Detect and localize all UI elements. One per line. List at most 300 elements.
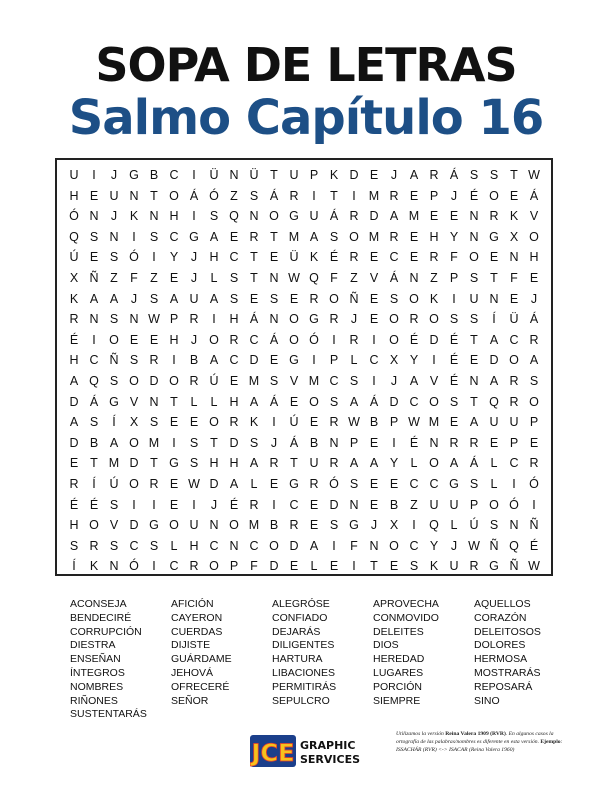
grid-cell: E <box>329 559 339 574</box>
grid-cell: E <box>289 559 299 574</box>
grid-cell: O <box>89 518 99 533</box>
grid-cell: D <box>349 168 359 182</box>
grid-cell: J <box>370 518 378 533</box>
grid-cell: I <box>92 168 96 182</box>
grid-cell: C <box>229 250 239 265</box>
grid-cell: S <box>449 312 459 327</box>
grid-cell: O <box>169 188 179 203</box>
word-list-item: BENDECIRÉ <box>70 611 132 624</box>
grid-cell: W <box>288 271 300 285</box>
grid-cell: R <box>529 332 539 347</box>
grid-cell: N <box>469 209 479 224</box>
word-list-item: CUERDAS <box>171 625 223 638</box>
grid-cell: R <box>189 312 199 327</box>
grid-cell: N <box>129 188 139 203</box>
grid-cell: R <box>469 435 479 450</box>
grid-cell: É <box>69 332 79 347</box>
grid-cell: A <box>69 374 79 388</box>
grid-cell: Ú <box>109 477 119 491</box>
grid-cell: R <box>249 497 259 512</box>
word-list-item: DELEITES <box>373 625 424 638</box>
grid-cell: E <box>429 209 439 224</box>
grid-cell: O <box>509 353 519 368</box>
grid-cell: E <box>89 250 99 265</box>
grid-cell: Z <box>150 271 158 285</box>
grid-cell: Á <box>269 332 279 347</box>
grid-cell: I <box>332 332 336 347</box>
grid-cell: J <box>390 168 398 182</box>
grid-cell: R <box>329 456 339 471</box>
word-list-item: SEPULCRO <box>272 694 330 707</box>
grid-cell: K <box>249 415 259 430</box>
grid-cell: K <box>89 559 99 574</box>
word-list-item: ÍNTEGROS <box>70 666 125 679</box>
grid-cell: D <box>129 518 139 533</box>
grid-cell: U <box>309 209 319 224</box>
grid-cell: R <box>489 209 499 224</box>
grid-cell: O <box>209 415 219 430</box>
grid-cell: S <box>229 291 239 306</box>
grid-cell: S <box>109 312 119 327</box>
grid-cell: N <box>229 538 239 553</box>
grid-cell: C <box>169 229 179 244</box>
grid-cell: N <box>209 518 219 533</box>
grid-cell: X <box>69 271 79 285</box>
grid-cell: R <box>229 415 239 430</box>
grid-cell: E <box>369 477 379 491</box>
grid-cell: J <box>350 312 358 327</box>
grid-cell: S <box>149 291 159 306</box>
grid-cell: E <box>449 209 459 224</box>
grid-cell: R <box>469 559 479 574</box>
grid-cell: W <box>348 415 360 430</box>
grid-cell: A <box>229 477 239 491</box>
grid-cell: M <box>308 374 320 388</box>
grid-cell: R <box>449 435 459 450</box>
grid-cell: S <box>109 374 119 388</box>
grid-cell: É <box>229 497 239 512</box>
grid-cell: E <box>529 271 539 285</box>
grid-cell: I <box>412 518 416 533</box>
grid-cell: Y <box>169 250 179 265</box>
grid-cell: M <box>108 456 120 471</box>
page-subtitle: Salmo Capítulo 16 <box>68 90 544 146</box>
grid-cell: P <box>169 312 179 327</box>
grid-cell: I <box>272 497 276 512</box>
grid-cell: A <box>309 538 319 553</box>
grid-cell: S <box>189 435 199 450</box>
grid-cell: N <box>109 229 119 244</box>
grid-cell: R <box>349 250 359 265</box>
grid-cell: L <box>310 559 318 574</box>
grid-cell: G <box>289 477 299 491</box>
grid-cell: H <box>69 188 79 203</box>
grid-cell: S <box>149 229 159 244</box>
word-list-item: DIOS <box>373 639 399 652</box>
grid-cell: D <box>489 353 499 368</box>
grid-cell: U <box>69 168 79 182</box>
grid-cell: D <box>149 374 159 388</box>
grid-cell: J <box>450 188 458 203</box>
grid-cell: B <box>269 518 279 533</box>
grid-cell: S <box>329 229 339 244</box>
grid-cell: W <box>528 168 540 182</box>
grid-cell: N <box>89 312 99 327</box>
grid-cell: R <box>349 209 359 224</box>
grid-cell: O <box>169 518 179 533</box>
grid-cell: E <box>269 477 279 491</box>
grid-cell: Ú <box>289 415 299 430</box>
grid-cell: A <box>489 332 499 347</box>
grid-cell: T <box>250 250 258 265</box>
word-list-item: SEÑOR <box>171 694 209 707</box>
grid-cell: I <box>92 332 96 347</box>
grid-cell: E <box>509 188 519 203</box>
grid-cell: N <box>409 271 419 285</box>
grid-cell: I <box>372 374 376 388</box>
grid-cell: J <box>110 209 118 224</box>
word-list-column <box>373 598 473 708</box>
grid-cell: A <box>249 456 259 471</box>
grid-cell: E <box>369 435 379 450</box>
grid-cell: S <box>109 497 119 512</box>
grid-cell: I <box>272 415 276 430</box>
grid-cell: Á <box>189 188 199 203</box>
grid-cell: V <box>109 518 119 533</box>
grid-cell: R <box>389 229 399 244</box>
grid-cell: E <box>509 291 519 306</box>
grid-cell: I <box>192 209 196 224</box>
grid-cell: É <box>89 497 99 512</box>
grid-cell: Á <box>469 456 479 471</box>
grid-cell: G <box>489 559 499 574</box>
grid-cell: E <box>289 291 299 306</box>
grid-cell: G <box>289 209 299 224</box>
grid-cell: O <box>429 394 439 409</box>
grid-cell: M <box>148 435 160 450</box>
grid-cell: O <box>529 394 539 409</box>
grid-cell: P <box>529 415 539 430</box>
word-list-item: SINO <box>474 694 500 707</box>
grid-cell: Í <box>72 559 76 574</box>
grid-cell: I <box>332 538 336 553</box>
word-list-item: CONFIADO <box>272 611 328 624</box>
grid-cell: U <box>469 291 479 306</box>
word-list-item: DIESTRA <box>70 639 116 652</box>
grid-cell: B <box>309 435 319 450</box>
grid-cell: S <box>529 374 539 388</box>
grid-cell: N <box>469 229 479 244</box>
grid-cell: O <box>169 374 179 388</box>
grid-cell: E <box>529 435 539 450</box>
grid-cell: Ú <box>69 250 79 265</box>
grid-cell: R <box>289 518 299 533</box>
grid-cell: W <box>188 477 200 491</box>
grid-cell: Ó <box>129 559 139 574</box>
grid-cell: L <box>210 271 218 285</box>
word-list-item: GUÁRDAME <box>171 653 232 666</box>
word-list-item: MOSTRARÁS <box>474 666 541 679</box>
grid-cell: D <box>129 456 139 471</box>
grid-cell: R <box>69 312 79 327</box>
grid-cell: S <box>89 229 99 244</box>
grid-cell: S <box>189 456 199 471</box>
grid-cell: T <box>510 168 518 182</box>
grid-cell: O <box>129 374 139 388</box>
jce-graphic-services-logo <box>250 733 362 769</box>
grid-cell: U <box>289 168 299 182</box>
grid-cell: P <box>509 435 519 450</box>
grid-cell: J <box>270 435 278 450</box>
grid-cell: F <box>250 559 258 574</box>
grid-cell: C <box>229 353 239 368</box>
grid-cell: Ó <box>69 209 79 224</box>
grid-cell: I <box>372 332 376 347</box>
grid-cell: M <box>368 188 380 203</box>
grid-cell: O <box>229 518 239 533</box>
grid-cell: O <box>129 477 139 491</box>
logo-line-2: SERVICES <box>300 753 361 766</box>
grid-cell: O <box>409 291 419 306</box>
word-list-item: SUSTENTARÁS <box>70 708 147 721</box>
grid-cell: J <box>190 332 198 347</box>
grid-cell: A <box>89 291 99 306</box>
grid-cell: D <box>69 394 79 409</box>
grid-cell: O <box>289 332 299 347</box>
grid-cell: S <box>489 518 499 533</box>
grid-cell: Á <box>269 188 279 203</box>
grid-cell: A <box>109 291 119 306</box>
grid-cell: N <box>489 291 499 306</box>
grid-cell: F <box>350 538 358 553</box>
grid-cell: Ú <box>469 518 479 533</box>
grid-cell: Á <box>249 312 259 327</box>
grid-cell: O <box>529 229 539 244</box>
grid-cell: O <box>129 435 139 450</box>
grid-cell: A <box>489 374 499 388</box>
grid-cell: D <box>269 559 279 574</box>
grid-cell: F <box>130 271 138 285</box>
grid-cell: C <box>329 374 339 388</box>
grid-cell: R <box>409 312 419 327</box>
grid-cell: U <box>189 291 199 306</box>
grid-cell: N <box>249 209 259 224</box>
grid-cell: H <box>529 250 539 265</box>
grid-cell: I <box>512 477 516 491</box>
grid-cell: É <box>529 538 539 553</box>
grid-cell: É <box>329 250 339 265</box>
grid-cell: A <box>349 394 359 409</box>
word-list-item: HEREDAD <box>373 653 425 666</box>
word-list-item: JEHOVÁ <box>171 666 214 679</box>
grid-cell: X <box>389 518 399 533</box>
grid-cell: A <box>389 209 399 224</box>
grid-cell: S <box>149 415 159 430</box>
grid-cell: S <box>469 477 479 491</box>
grid-cell: M <box>428 415 440 430</box>
word-search-grid <box>55 158 553 576</box>
grid-cell: E <box>169 415 179 430</box>
grid-cell: Á <box>329 209 339 224</box>
grid-cell: R <box>69 477 79 491</box>
grid-cell: N <box>369 538 379 553</box>
grid-cell: Q <box>69 229 79 244</box>
word-list-item: OFRECERÉ <box>171 680 230 693</box>
grid-cell: M <box>288 229 300 244</box>
grid-cell: S <box>249 435 259 450</box>
grid-cell: Á <box>369 394 379 409</box>
word-list-item: REPOSARÁ <box>474 680 533 693</box>
grid-cell: V <box>429 374 439 388</box>
grid-cell: C <box>389 250 399 265</box>
grid-cell: Ó <box>509 497 519 512</box>
grid-cell: Ñ <box>109 353 119 368</box>
grid-cell: E <box>169 477 179 491</box>
word-list-item: ACONSEJA <box>70 598 127 610</box>
grid-cell: S <box>329 394 339 409</box>
grid-cell: R <box>249 229 259 244</box>
grid-cell: Y <box>449 229 459 244</box>
grid-cell: S <box>69 538 79 553</box>
grid-cell: N <box>109 559 119 574</box>
grid-cell: D <box>369 209 379 224</box>
grid-cell: V <box>529 209 539 224</box>
grid-cell: O <box>209 559 219 574</box>
grid-cell: P <box>449 271 459 285</box>
grid-cell: R <box>189 559 199 574</box>
word-list-column <box>171 598 271 708</box>
grid-cell: E <box>269 353 279 368</box>
grid-cell: Á <box>89 394 99 409</box>
grid-cell: A <box>69 415 79 430</box>
grid-cell: S <box>349 477 359 491</box>
grid-cell: E <box>169 271 179 285</box>
grid-cell: F <box>330 271 338 285</box>
word-list-item: LUGARES <box>373 666 424 679</box>
grid-cell: O <box>389 312 399 327</box>
grid-cell: F <box>450 250 458 265</box>
grid-cell: N <box>89 209 99 224</box>
grid-cell: U <box>509 415 519 430</box>
grid-cell: R <box>349 332 359 347</box>
grid-cell: E <box>249 291 259 306</box>
grid-cell: O <box>389 538 399 553</box>
grid-cell: A <box>249 394 259 409</box>
grid-cell: U <box>109 188 119 203</box>
grid-cell: A <box>209 353 219 368</box>
grid-cell: M <box>248 374 260 388</box>
grid-cell: E <box>369 291 379 306</box>
grid-cell: Ñ <box>509 559 519 574</box>
grid-cell: Q <box>509 538 519 553</box>
grid-cell: E <box>269 250 279 265</box>
grid-cell: H <box>69 353 79 368</box>
grid-cell: L <box>190 394 198 409</box>
grid-cell: Y <box>409 353 419 368</box>
grid-cell: I <box>212 312 216 327</box>
grid-cell: B <box>369 415 379 430</box>
grid-cell: T <box>170 394 178 409</box>
grid-cell: Q <box>89 374 99 388</box>
grid-cell: I <box>172 435 176 450</box>
grid-cell: T <box>370 559 378 574</box>
grid-cell: C <box>249 332 259 347</box>
page-title: SOPA DE LETRAS <box>95 38 517 92</box>
grid-cell: É <box>449 332 459 347</box>
grid-cell: N <box>509 518 519 533</box>
word-list-item: LIBACIONES <box>272 666 336 679</box>
grid-cell: C <box>89 353 99 368</box>
grid-cell: N <box>269 271 279 285</box>
grid-cell: É <box>449 353 459 368</box>
grid-cell: C <box>209 538 219 553</box>
grid-cell: Ñ <box>89 271 99 285</box>
grid-cell: R <box>269 456 279 471</box>
grid-cell: S <box>209 209 219 224</box>
grid-cell: A <box>209 229 219 244</box>
grid-cell: H <box>229 312 239 327</box>
grid-cell: N <box>349 497 359 512</box>
grid-cell: Y <box>429 538 439 553</box>
grid-cell: R <box>149 353 159 368</box>
grid-cell: S <box>149 538 159 553</box>
grid-cell: F <box>510 271 518 285</box>
grid-cell: G <box>349 518 359 533</box>
grid-cell: L <box>170 538 178 553</box>
logo-mark: JCE <box>251 739 295 767</box>
grid-cell: Á <box>389 271 399 285</box>
grid-cell: A <box>369 456 379 471</box>
word-list-item: PORCIÓN <box>373 680 423 693</box>
grid-cell: Ü <box>509 312 519 327</box>
grid-cell: S <box>409 559 419 574</box>
grid-cell: E <box>69 456 79 471</box>
grid-cell: Z <box>230 188 238 203</box>
grid-cell: É <box>469 188 479 203</box>
grid-cell: R <box>389 188 399 203</box>
grid-cell: E <box>369 250 379 265</box>
grid-cell: I <box>312 188 316 203</box>
word-list-item: HERMOSA <box>474 653 528 666</box>
grid-cell: K <box>129 209 139 224</box>
grid-cell: R <box>89 538 99 553</box>
grid-cell: Ó <box>529 477 539 491</box>
grid-cell: Ü <box>289 250 299 265</box>
grid-cell: P <box>389 415 399 430</box>
word-list-item: HARTURA <box>272 653 323 666</box>
word-list-item: APROVECHA <box>373 598 439 610</box>
grid-cell: J <box>130 291 138 306</box>
grid-cell: O <box>309 394 319 409</box>
grid-cell: S <box>109 250 119 265</box>
grid-cell: S <box>469 271 479 285</box>
grid-cell: N <box>149 209 159 224</box>
grid-cell: H <box>209 250 219 265</box>
grid-cell: S <box>89 415 99 430</box>
grid-cell: G <box>109 394 119 409</box>
grid-cell: V <box>369 271 379 285</box>
grid-cell: P <box>329 353 339 368</box>
grid-cell: U <box>489 415 499 430</box>
grid-cell: T <box>270 168 278 182</box>
grid-cell: C <box>509 456 519 471</box>
grid-cell: I <box>132 229 136 244</box>
grid-cell: D <box>329 497 339 512</box>
grid-cell: Ó <box>329 477 339 491</box>
grid-cell: Q <box>309 271 319 285</box>
grid-cell: W <box>468 538 480 553</box>
grid-cell: P <box>349 435 359 450</box>
